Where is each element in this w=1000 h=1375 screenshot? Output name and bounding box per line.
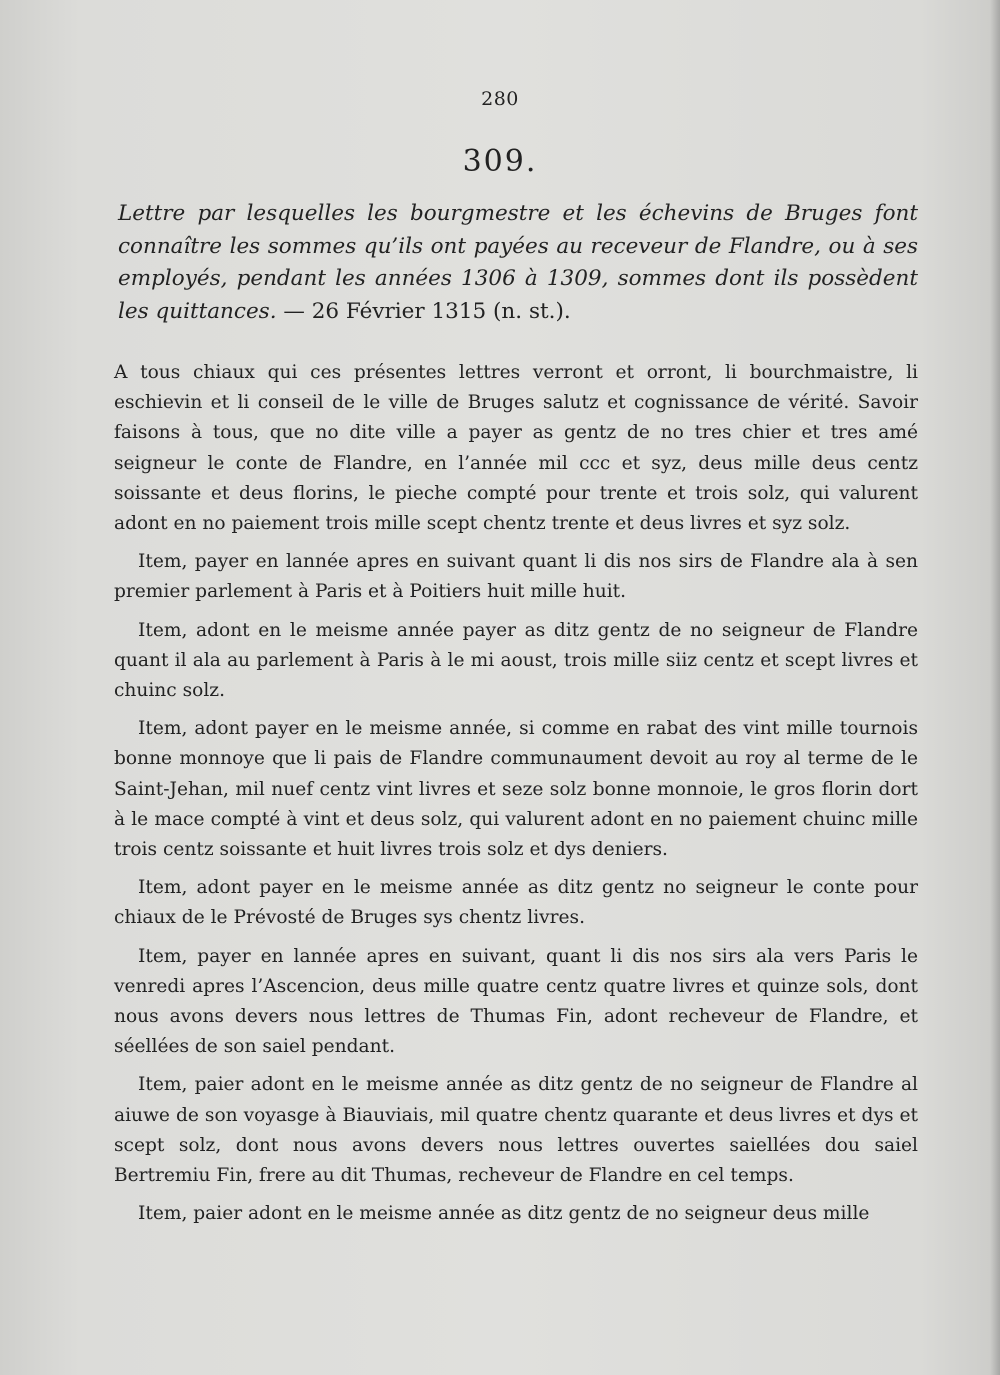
paragraph: Item, payer en lannée apres en suivant quant li dis nos sirs de Flandre ala à sen premier parlement à Paris et à Poitiers huit mille huit. (114, 551, 918, 603)
paragraph: A tous chiaux qui ces présentes lettres verront et orront, li bourchmaistre, li eschievin et li conseil de le ville de Bruges salutz et cognissance de vérité. Savoir faisons à tous, que no dite ville a payer as gentz de no tres chier et tres amé seigneur le conte de Flandre, en l’année mil ccc et syz, deus mille deus centz soissante et deus florins, le pieche compté pour trente et trois solz, qui valurent adont en no paiement trois mille scept chentz trente et deus livres et syz solz. (114, 362, 918, 535)
document-number: 309. (462, 144, 538, 179)
paragraph: Item, adont en le meisme année payer as ditz gentz de no seigneur de Flandre quant il ala au parlement à Paris à le mi aoust, trois mille siiz centz et scept livres et chuinc solz. (114, 619, 918, 702)
document-body (114, 358, 918, 1237)
page-edge-shadow (990, 0, 1000, 1375)
title-date: — 26 Février 1315 (n. st.). (276, 298, 571, 324)
paragraph: Item, paier adont en le meisme année as ditz gentz de no seigneur deus mille (138, 1203, 870, 1225)
page-number: 280 (481, 88, 519, 110)
document-title (118, 198, 918, 328)
paragraph: Item, adont payer en le meisme année, si comme en rabat des vint mille tournois bonne monnoye que li pais de Flandre communaument devoit au roy al terme de le Saint-Jehan, mil nuef centz vint livres et seze solz bonne monnoie, le gros florin dort à le mace compté à vint et deus solz, qui valurent adont en no paiement chuinc mille trois centz soissante et huit livres trois solz et dys deniers. (114, 718, 918, 861)
paragraph: Item, adont payer en le meisme année as ditz gentz no seigneur le conte pour chiaux de le Prévosté de Bruges sys chentz livres. (114, 877, 918, 929)
title-italic-text: Lettre par lesquelles les bourgmestre et les échevins de Bruges font connaître les sommes qu’ils ont payées au receveur de Flandre, ou à ses employés, pendant les années 1306 à 1309, sommes dont ils possèdent les quittances. (118, 201, 918, 324)
paragraph: Item, paier adont en le meisme année as ditz gentz de no seigneur de Flandre al aiuwe de son voyasge à Biauviais, mil quatre chentz quarante et deus livres et dys et scept solz, dont nous avons devers nous lettres ouvertes saiellées dou saiel Bertremiu Fin, frere au dit Thumas, recheveur de Flandre en cel temps. (114, 1074, 918, 1187)
paragraph: Item, payer en lannée apres en suivant, quant li dis nos sirs ala vers Paris le venredi apres l’Ascencion, deus mille quatre centz quatre livres et quinze sols, dont nous avons devers nous lettres de Thumas Fin, adont recheveur de Flandre, et séellées de son saiel pendant. (114, 945, 918, 1058)
